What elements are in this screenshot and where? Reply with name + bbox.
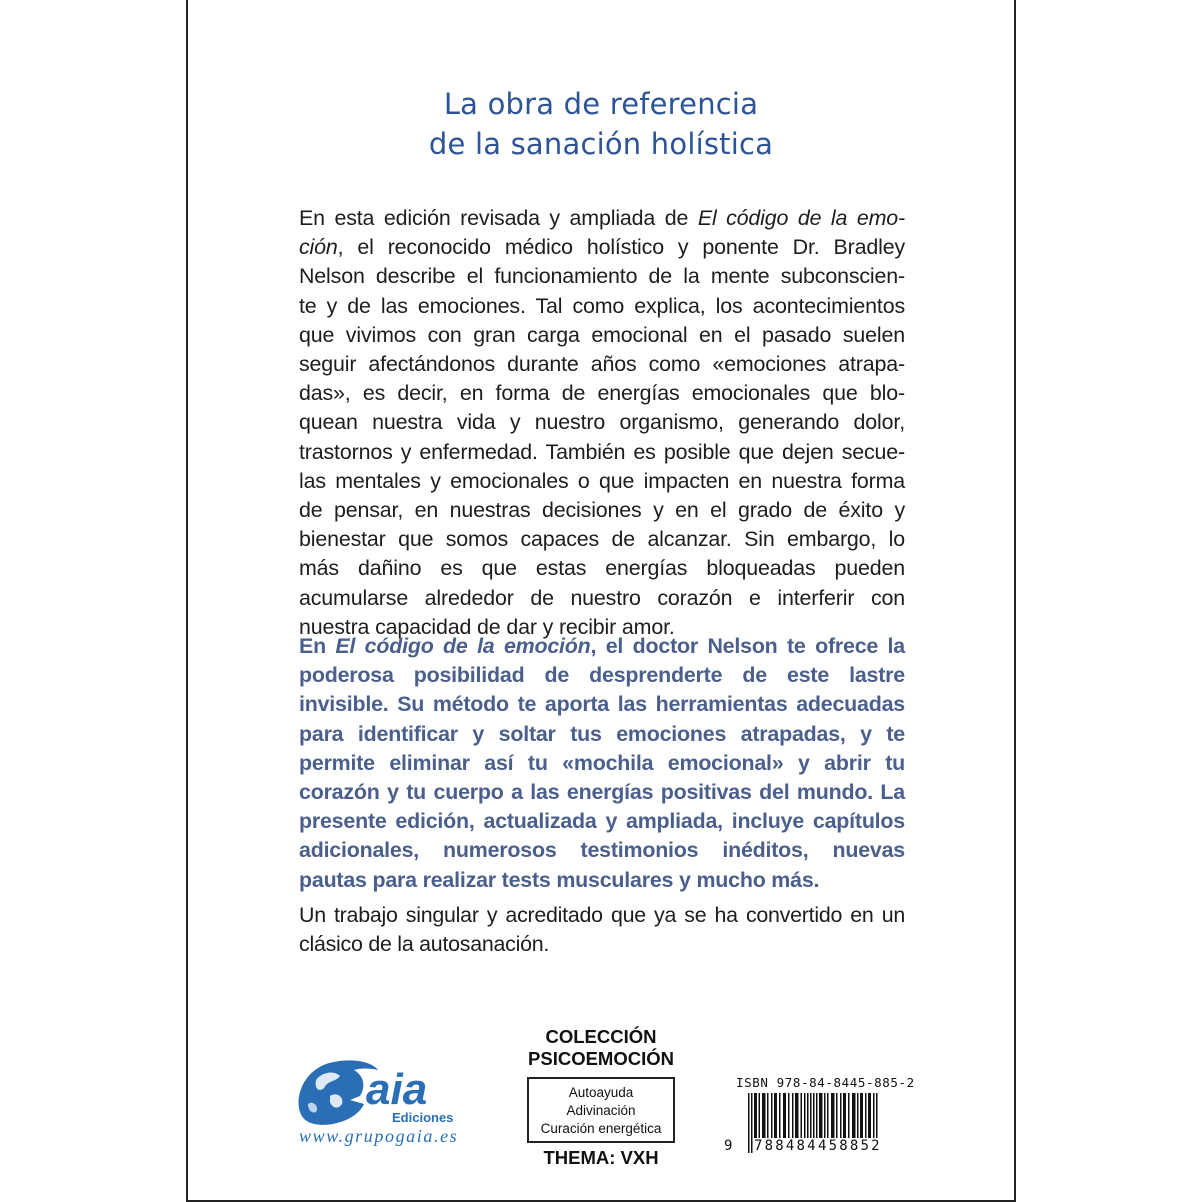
text-line: das», es decir, en forma de energías emocionales que blo-: [299, 381, 905, 406]
text-line: más dañino es que estas energías bloqueadas pueden: [299, 556, 905, 581]
book-title-italic: El código de la emo-: [697, 206, 905, 230]
category-item: Autoayuda: [568, 1085, 634, 1100]
text-line: las mentales y emocionales o que impacten en nuestra forma: [299, 468, 905, 493]
headline: [188, 84, 1014, 164]
text-line: trastornos y enfermedad. También es posible que dejen secue-: [299, 439, 905, 464]
headline-line-1: La obra de referencia: [443, 87, 759, 121]
paragraph-description: [299, 204, 905, 642]
text-line: para identificar y soltar tus emociones atrapadas, y te: [299, 721, 905, 746]
text-line: acumularse alrededor de nuestro corazón e interferir con: [299, 585, 905, 610]
category-item: Curación energética: [540, 1121, 662, 1136]
category-item: Adivinación: [566, 1103, 636, 1118]
logo-wordmark: aia: [366, 1065, 428, 1114]
text-line: ción, el reconocido médico holístico y ponente Dr. Bradley: [299, 235, 905, 260]
paragraph-closing: [299, 901, 905, 959]
text-line: nuestra capacidad de dar y recibir amor.: [299, 614, 675, 639]
text-line: permite eliminar así tu «mochila emocional» y abrir tu: [299, 750, 905, 775]
paragraph-highlight: [299, 632, 905, 895]
isbn-label: ISBN 978-84-8445-885-2: [736, 1075, 915, 1090]
thema-code: THEMA: VXH: [543, 1147, 659, 1168]
text-line: seguir afectándonos durante años como «emociones atrapa-: [299, 352, 905, 377]
text-line: En esta edición revisada y ampliada de El código de la emo-: [299, 206, 905, 230]
text-line: invisible. Su método te aporta las herramientas adecuadas: [299, 692, 905, 717]
text-line: presente edición, actualizada y ampliada, incluye capítulos: [299, 809, 905, 834]
collection-line-1: COLECCIÓN: [545, 1026, 657, 1047]
text-line: poderosa posibilidad de desprenderte de este lastre: [299, 663, 905, 688]
publisher-website-link[interactable]: www.grupogaia.es: [299, 1126, 459, 1146]
text-line: quean nuestra vida y nuestro organismo, generando dolor,: [299, 410, 905, 435]
text-line: corazón y tu cuerpo a las energías positivas del mundo. La: [299, 780, 905, 805]
text-line: pautas para realizar tests musculares y mucho más.: [299, 867, 820, 892]
text-line: Un trabajo singular y acreditado que ya se ha convertido en un: [299, 903, 905, 927]
text-line: que vivimos con gran carga emocional en el pasado suelen: [299, 322, 905, 347]
text-line: clásico de la autosanación.: [299, 932, 550, 957]
text-line: adicionales, numerosos testimonios inéditos, nuevas: [299, 838, 905, 863]
text-line: En El código de la emoción, el doctor Nelson te ofrece la: [299, 634, 905, 658]
collection-title: [506, 1026, 696, 1070]
category-box: [527, 1077, 675, 1143]
book-title-italic: ción: [299, 235, 338, 260]
headline-line-2: de la sanación holística: [428, 127, 774, 161]
text-line: de pensar, en nuestras decisiones y en el grado de éxito y: [299, 498, 905, 523]
barcode-digits-left: 788484: [754, 1138, 818, 1154]
text-line: Nelson describe el funcionamiento de la mente subconscien-: [299, 264, 905, 289]
barcode-digit-first: 9: [724, 1138, 735, 1154]
logo-subtitle: Ediciones: [392, 1110, 454, 1125]
text-line: te y de las emociones. Tal como explica, los acontecimientos: [299, 293, 905, 318]
collection-line-2: PSICOEMOCIÓN: [528, 1048, 674, 1069]
text-line: bienestar que somos capaces de alcanzar. Sin embargo, lo: [299, 527, 905, 552]
book-back-cover: [186, 0, 1016, 1202]
book-title-italic: El código de la emoción: [335, 634, 591, 658]
barcode-digits-right: 458852: [818, 1138, 882, 1154]
